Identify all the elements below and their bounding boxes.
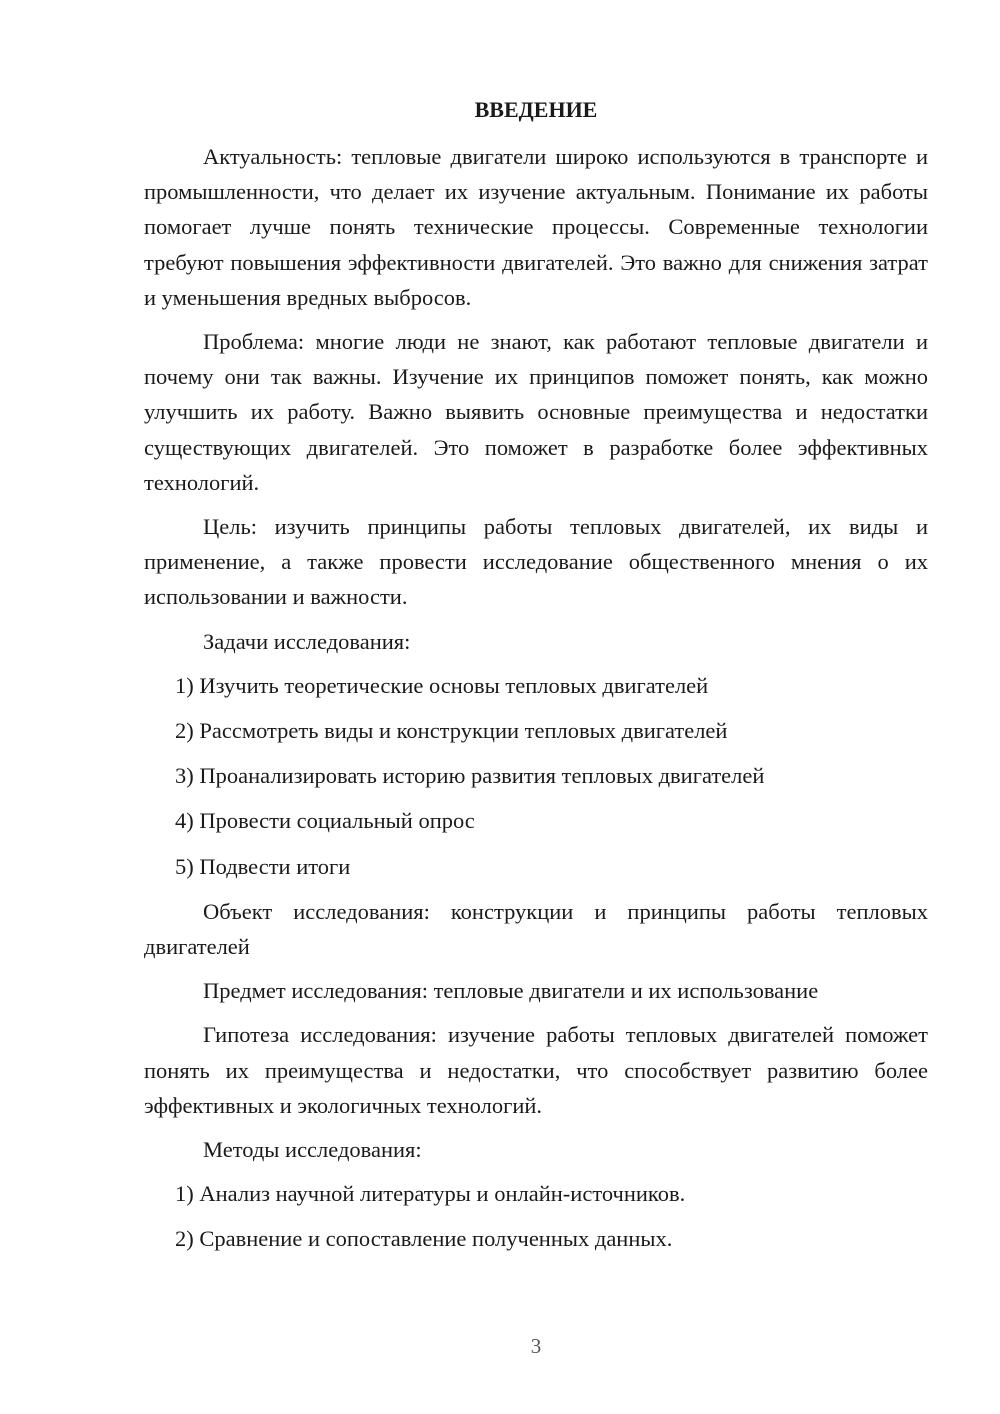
tasks-heading: Задачи исследования: bbox=[203, 628, 411, 654]
document-page bbox=[144, 92, 928, 1267]
methods-list bbox=[144, 1176, 928, 1256]
methods-heading: Методы исследования: bbox=[203, 1137, 422, 1163]
object-paragraph: Объект исследования: конструкции и принципы работы тепловых двигателей bbox=[144, 898, 928, 960]
task-item: 4) Провести социальный опрос bbox=[175, 808, 475, 834]
method-item: 1) Анализ научной литературы и онлайн-источников. bbox=[175, 1181, 686, 1207]
goal-paragraph: Цель: изучить принципы работы тепловых двигателей, их виды и применение, а также провести исследование общественного мнения о их использовании и важности. bbox=[144, 514, 928, 610]
task-item: 1) Изучить теоретические основы тепловых двигателей bbox=[175, 672, 709, 698]
page-number: 3 bbox=[530, 1334, 542, 1358]
task-item: 2) Рассмотреть виды и конструкции тепловых двигателей bbox=[175, 718, 728, 744]
document-title: ВВЕДЕНИЕ bbox=[474, 97, 598, 122]
task-item: 3) Проанализировать историю развития тепловых двигателей bbox=[175, 763, 765, 789]
tasks-list bbox=[144, 668, 928, 884]
task-item: 5) Подвести итоги bbox=[175, 853, 351, 879]
method-item: 2) Сравнение и сопоставление полученных данных. bbox=[175, 1226, 673, 1252]
relevance-paragraph: Актуальность: тепловые двигатели широко используются в транспорте и промышленности, что делает их изучение актуальным. Понимание их работы помогает лучше понять технические процессы. Современные технологии требуют повышения эффективности двигателей. Это важно для снижения затрат и уменьшения вредных выбросов. bbox=[144, 144, 928, 310]
subject-paragraph: Предмет исследования: тепловые двигатели и их использование bbox=[203, 978, 819, 1004]
problem-paragraph: Проблема: многие люди не знают, как работают тепловые двигатели и почему они так важны. Изучение их принципов поможет понять, как можно улучшить их работу. Важно выявить основные преимущества и недостатки существующих двигателей. Это поможет в разработке более эффективных технологий. bbox=[144, 329, 928, 495]
hypothesis-paragraph: Гипотеза исследования: изучение работы тепловых двигателей поможет понять их преимущества и недостатки, что способствует развитию более эффективных и экологичных технологий. bbox=[144, 1022, 928, 1118]
